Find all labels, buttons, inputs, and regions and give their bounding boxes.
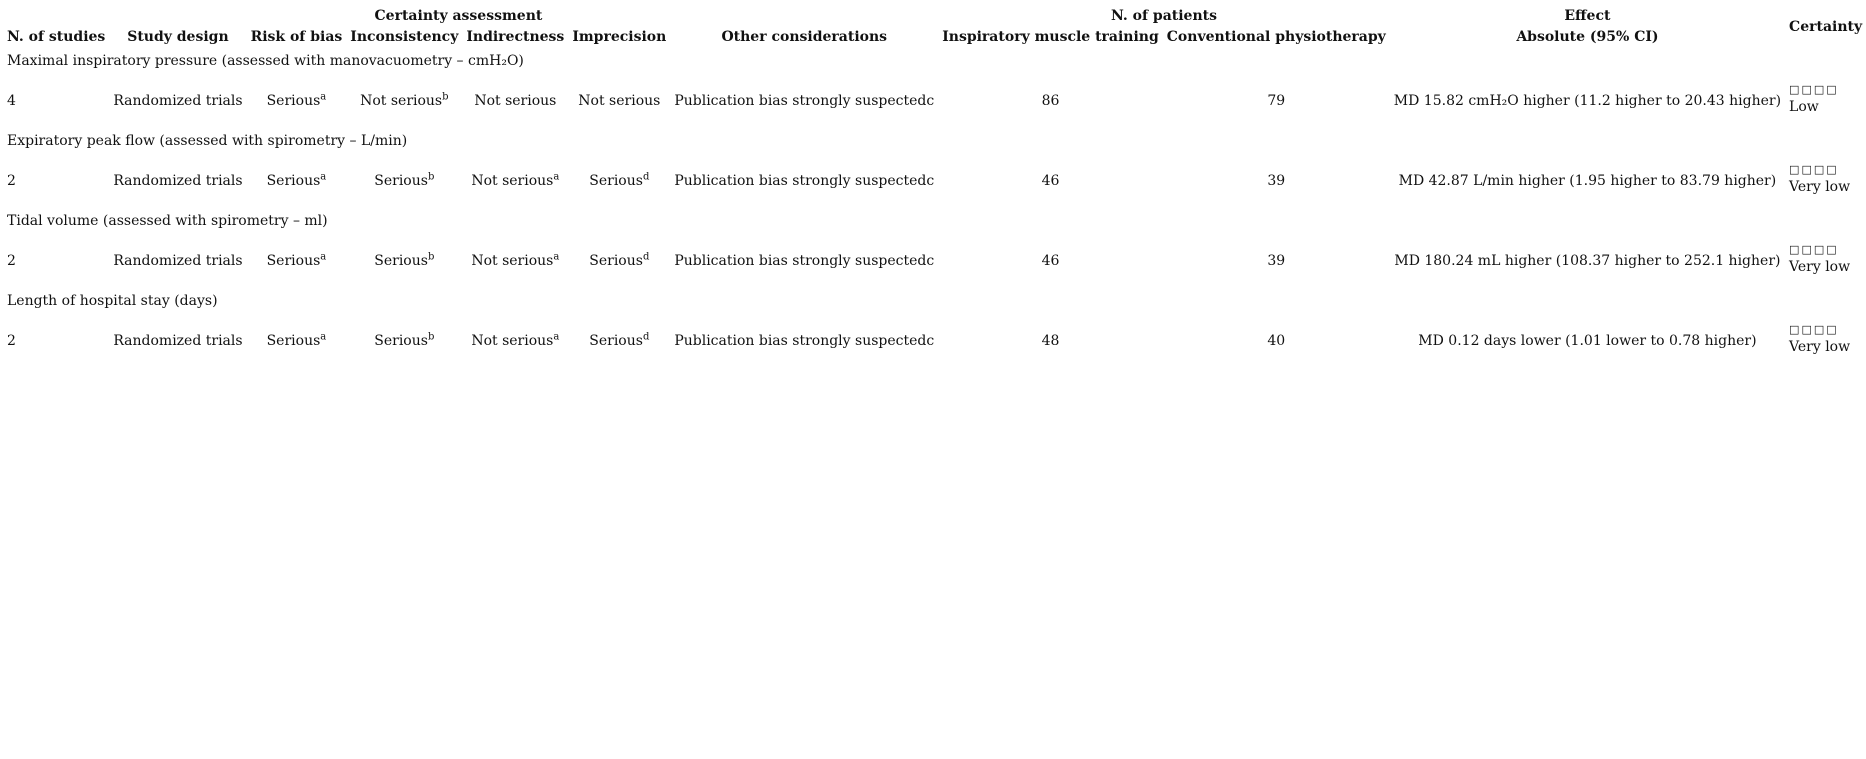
inconsistency-cell <box>346 154 462 208</box>
header-spacer-2 <box>670 4 938 26</box>
indirectness-cell-text: Not serious <box>471 333 554 349</box>
col-inconsistency: Inconsistency <box>350 29 459 45</box>
certainty-label: Low <box>1789 99 1819 115</box>
risk-of-bias-cell-footnote: a <box>320 331 327 343</box>
study-design-cell: Randomized trials <box>113 173 243 189</box>
inconsistency-cell-text: Serious <box>374 173 428 189</box>
conventional-patients-cell: 40 <box>1267 333 1286 349</box>
risk-of-bias-cell-footnote: a <box>320 171 327 183</box>
indirectness-cell <box>462 314 568 368</box>
inconsistency-cell-footnote: b <box>427 171 435 183</box>
inconsistency-cell-text: Serious <box>374 253 428 269</box>
col-imprecision: Imprecision <box>572 29 667 45</box>
outcome-title: Expiratory peak flow (assessed with spirometry – L/min) <box>7 133 408 149</box>
indirectness-cell-footnote: a <box>553 331 560 343</box>
certainty-label: Very low <box>1789 179 1851 195</box>
risk-of-bias-cell <box>247 74 347 128</box>
col-indirectness: Indirectness <box>466 29 565 45</box>
col-inspiratory-muscle-training: Inspiratory muscle training <box>942 29 1159 45</box>
absolute-effect-cell: MD 15.82 cmH₂O higher (11.2 higher to 20.43 higher) <box>1393 93 1782 109</box>
indirectness-cell <box>462 74 568 128</box>
study-design-cell: Randomized trials <box>113 253 243 269</box>
certainty-cell <box>1785 154 1866 208</box>
study-design-cell: Randomized trials <box>113 93 243 109</box>
header-spacer <box>3 4 247 26</box>
certainty-rating-icon: □□□□ <box>1789 323 1839 336</box>
table-row <box>3 234 1866 288</box>
certainty-cell <box>1785 234 1866 288</box>
col-other-considerations: Other considerations <box>721 29 888 45</box>
col-risk-of-bias: Risk of bias <box>250 29 343 45</box>
certainty-cell <box>1785 314 1866 368</box>
outcome-title-row <box>3 208 1866 234</box>
imprecision-cell-text: Serious <box>589 173 643 189</box>
risk-of-bias-cell-text: Serious <box>266 173 321 189</box>
risk-of-bias-cell-footnote: a <box>320 251 327 263</box>
risk-of-bias-cell-footnote: a <box>320 91 327 103</box>
other-considerations-cell: Publication bias strongly suspectedc <box>674 173 935 189</box>
outcome-title: Length of hospital stay (days) <box>7 293 218 309</box>
imprecision-cell-footnote: d <box>642 171 650 183</box>
imt-patients-cell: 86 <box>1041 93 1060 109</box>
risk-of-bias-cell-text: Serious <box>266 93 321 109</box>
imprecision-cell-text: Serious <box>589 253 643 269</box>
n-studies-cell: 2 <box>7 173 16 189</box>
table-row <box>3 314 1866 368</box>
outcome-title: Maximal inspiratory pressure (assessed with manovacuometry – cmH₂O) <box>7 53 524 69</box>
certainty-assessment-header: Certainty assessment <box>374 8 543 24</box>
certainty-cell <box>1785 74 1866 128</box>
certainty-rating-icon: □□□□ <box>1789 163 1839 176</box>
imprecision-cell-text: Not serious <box>578 93 661 109</box>
other-considerations-cell: Publication bias strongly suspectedc <box>674 333 935 349</box>
absolute-effect-cell: MD 42.87 L/min higher (1.95 higher to 83.79 higher) <box>1398 173 1777 189</box>
imprecision-cell <box>568 74 670 128</box>
outcome-title: Tidal volume (assessed with spirometry – ml) <box>7 213 328 229</box>
indirectness-cell-footnote: a <box>553 171 560 183</box>
certainty-rating-icon: □□□□ <box>1789 83 1839 96</box>
risk-of-bias-cell <box>247 314 347 368</box>
effect-header: Effect <box>1564 8 1611 24</box>
inconsistency-cell-footnote: b <box>442 91 449 103</box>
certainty-label: Very low <box>1789 259 1851 275</box>
n-patients-header: N. of patients <box>1111 8 1217 24</box>
outcome-title-row <box>3 288 1866 314</box>
inconsistency-cell-text: Serious <box>374 333 428 349</box>
certainty-rating-icon: □□□□ <box>1789 243 1839 256</box>
outcome-title-row <box>3 48 1866 74</box>
risk-of-bias-cell <box>247 234 347 288</box>
imt-patients-cell: 46 <box>1041 253 1060 269</box>
imprecision-cell-footnote: d <box>642 251 650 263</box>
indirectness-cell-text: Not serious <box>474 93 557 109</box>
imt-patients-cell: 46 <box>1041 173 1060 189</box>
conventional-patients-cell: 39 <box>1267 173 1286 189</box>
n-studies-cell: 2 <box>7 253 16 269</box>
imprecision-cell-text: Serious <box>589 333 643 349</box>
conventional-patients-cell: 39 <box>1267 253 1286 269</box>
indirectness-cell-footnote: a <box>553 251 560 263</box>
imprecision-cell <box>568 234 670 288</box>
table-row <box>3 74 1866 128</box>
inconsistency-cell-footnote: b <box>427 331 435 343</box>
grade-evidence-table <box>3 4 1866 368</box>
absolute-effect-cell: MD 180.24 mL higher (108.37 higher to 252.1 higher) <box>1394 253 1781 269</box>
risk-of-bias-cell-text: Serious <box>266 333 321 349</box>
risk-of-bias-cell <box>247 154 347 208</box>
indirectness-cell <box>462 234 568 288</box>
other-considerations-cell: Publication bias strongly suspectedc <box>674 93 935 109</box>
col-study-design: Study design <box>127 29 229 45</box>
table-row <box>3 154 1866 208</box>
imprecision-cell <box>568 314 670 368</box>
inconsistency-cell-footnote: b <box>427 251 435 263</box>
col-conventional-physiotherapy: Conventional physiotherapy <box>1166 29 1386 45</box>
imt-patients-cell: 48 <box>1041 333 1060 349</box>
indirectness-cell-text: Not serious <box>471 253 554 269</box>
n-studies-cell: 2 <box>7 333 16 349</box>
inconsistency-cell <box>346 314 462 368</box>
certainty-label: Very low <box>1789 339 1851 355</box>
other-considerations-cell: Publication bias strongly suspectedc <box>674 253 935 269</box>
inconsistency-cell-text: Not serious <box>360 93 443 109</box>
certainty-header: Certainty <box>1789 19 1863 35</box>
inconsistency-cell <box>346 234 462 288</box>
indirectness-cell <box>462 154 568 208</box>
risk-of-bias-cell-text: Serious <box>266 253 321 269</box>
outcome-title-row <box>3 128 1866 154</box>
col-n-studies: N. of studies <box>7 29 106 45</box>
inconsistency-cell <box>346 74 462 128</box>
imprecision-cell <box>568 154 670 208</box>
table-body <box>3 48 1866 368</box>
imprecision-cell-footnote: d <box>642 331 650 343</box>
col-absolute-effect: Absolute (95% CI) <box>1516 29 1659 45</box>
study-design-cell: Randomized trials <box>113 333 243 349</box>
n-studies-cell: 4 <box>7 93 16 109</box>
conventional-patients-cell: 79 <box>1267 93 1286 109</box>
indirectness-cell-text: Not serious <box>471 173 554 189</box>
absolute-effect-cell: MD 0.12 days lower (1.01 lower to 0.78 higher) <box>1418 333 1757 349</box>
